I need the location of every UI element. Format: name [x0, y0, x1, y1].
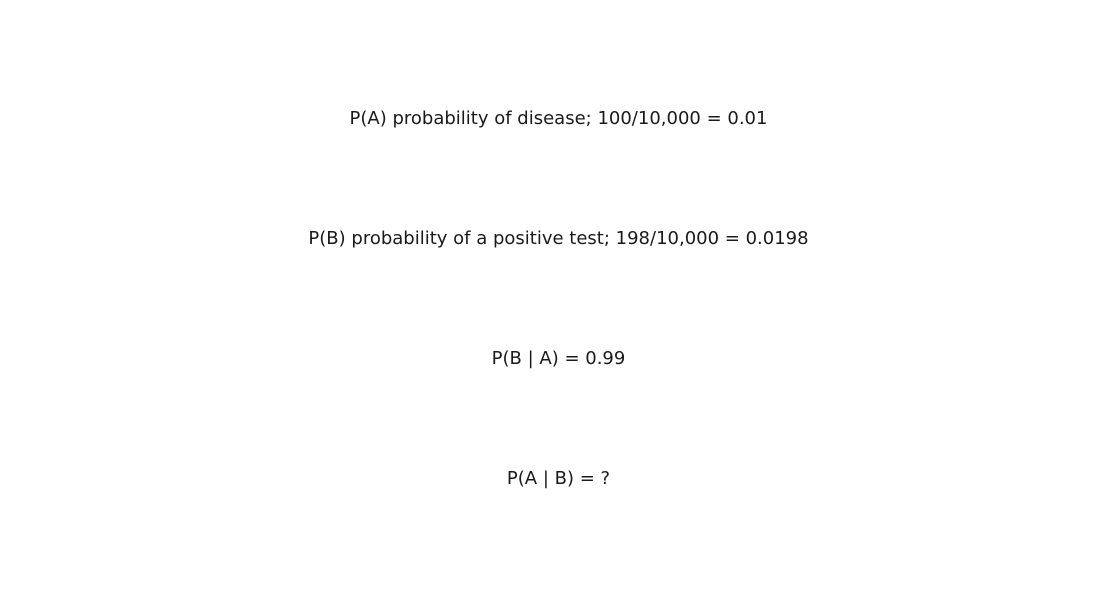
- probability-of-positive-test-text: P(B) probability of a positive test; 198/10,000 = 0.0198: [308, 228, 809, 249]
- conditional-probability-b-given-a-text: P(B | A) = 0.99: [491, 348, 626, 369]
- probability-of-disease-text: P(A) probability of disease; 100/10,000 = 0.01: [349, 108, 768, 129]
- conditional-probability-a-given-b-question-text: P(A | B) = ?: [506, 468, 611, 489]
